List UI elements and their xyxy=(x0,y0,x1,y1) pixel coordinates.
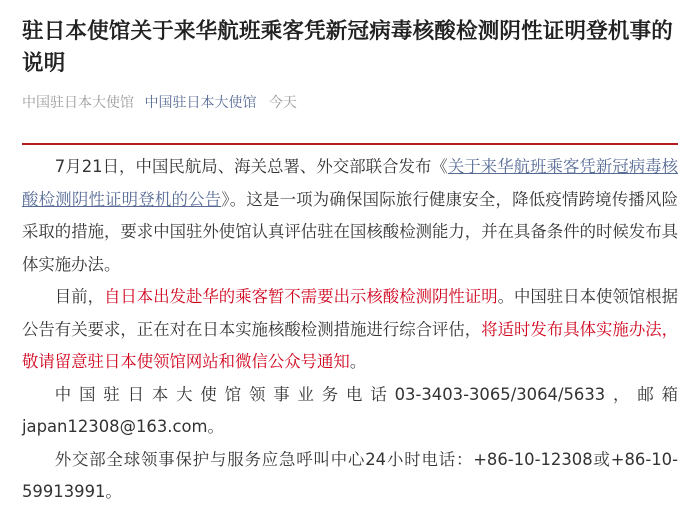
paragraph-2-text-2: 。中国驻日本使领馆根据公告有关要求，正在对在日本实施核酸检测措施进行综合评估， xyxy=(22,287,679,339)
article-body xyxy=(22,151,678,509)
paragraph-3-consular-phone: 中国驻日本大使馆领事业务电话03-3403-3065/3064/5633，邮箱japan12308@163.com。 xyxy=(22,384,678,436)
paragraph-2-text-3: 。 xyxy=(349,352,367,371)
emphasis-follow-notices: 将适时发布具体实施办法，敬请留意驻日本使领馆网站和微信公众号通知 xyxy=(22,319,679,371)
red-divider xyxy=(22,143,678,145)
emphasis-no-test-required: 自日本出发赴华的乘客暂不需要出示核酸检测阴性证明 xyxy=(104,287,498,306)
announcement-link[interactable]: 关于来华航班乘客凭新冠病毒核酸检测阴性证明登机的公告 xyxy=(22,157,678,209)
paragraph-4-hotline: 外交部全球领事保护与服务应急呼叫中心24小时电话：+86-10-12308或+86-10-59913991。 xyxy=(22,449,678,501)
article-source: 中国驻日本大使馆 xyxy=(22,95,134,111)
publish-time: 今天 xyxy=(268,95,297,111)
paragraph-1-text-1: 7月21日，中国民航局、海关总署、外交部联合发布《 xyxy=(54,157,448,176)
article-meta xyxy=(22,93,678,113)
account-name-link[interactable]: 中国驻日本大使馆 xyxy=(144,95,257,111)
article-title: 驻日本使馆关于来华航班乘客凭新冠病毒核酸检测阴性证明登机事的说明 xyxy=(22,19,674,76)
paragraph-1 xyxy=(22,151,678,281)
paragraph-2 xyxy=(22,281,678,379)
paragraph-2-text-1: 目前， xyxy=(54,287,104,306)
paragraph-1-text-2: 》。这是一项为确保国际旅行健康安全，降低疫情跨境传播风险采取的措施，要求中国驻外使馆认真评估驻在国核酸检测能力，并在具备条件的时候发布具体实施办法。 xyxy=(22,189,678,274)
